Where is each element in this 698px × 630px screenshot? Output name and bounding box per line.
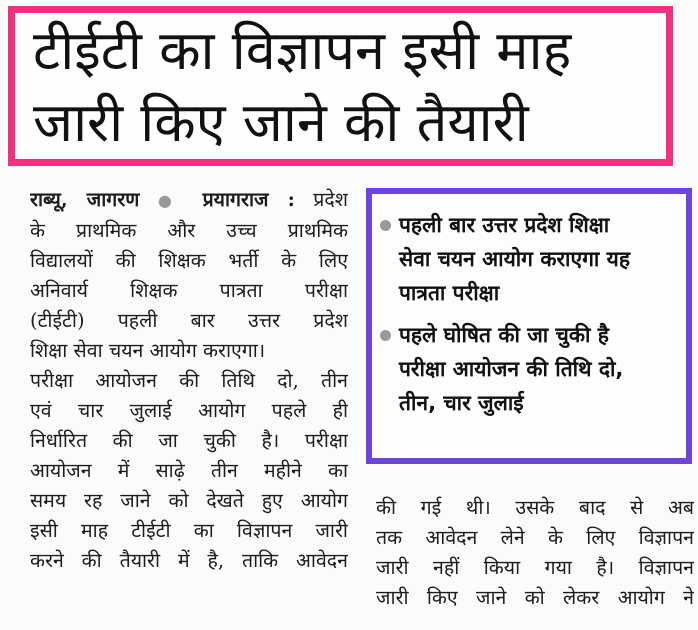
highlight-text xyxy=(399,318,623,420)
article-line: के प्राथमिक और उच्च प्राथमिक xyxy=(30,219,348,242)
bullet-icon xyxy=(380,330,391,341)
article-line: समय रह जाने को देखते हुए आयोग xyxy=(30,489,348,512)
article-line: करने की तैयारी में है, ताकि आवेदन xyxy=(30,549,348,572)
article-line: अनिवार्य शिक्षक पात्रता परीक्षा xyxy=(30,279,348,302)
headline-line-2: जारी किए जाने की तैयारी xyxy=(33,91,529,154)
bullet-icon xyxy=(380,220,391,231)
dateline-place: प्रयागराज : xyxy=(202,188,295,211)
article-right-column xyxy=(376,493,694,613)
article-line: इसी माह टीईटी का विज्ञापन जारी xyxy=(30,519,348,542)
article-left-column xyxy=(30,185,348,576)
highlight-line: परीक्षा आयोजन की तिथि दो, xyxy=(399,357,624,381)
highlight-text xyxy=(399,208,630,310)
highlight-item xyxy=(380,318,680,420)
article-line: जारी किए जाने को लेकर आयोग ने xyxy=(376,586,694,609)
highlight-line: सेवा चयन आयोग कराएगा यह xyxy=(399,247,630,271)
highlight-line: पहले घोषित की जा चुकी है xyxy=(399,323,609,347)
highlight-line: पात्रता परीक्षा xyxy=(399,281,500,305)
article-line: (टीईटी) पहली बार उत्तर प्रदेश xyxy=(30,309,348,332)
dateline xyxy=(30,185,348,216)
highlight-line: पहली बार उत्तर प्रदेश शिक्षा xyxy=(399,213,610,237)
article-line: तक आवेदन लेने के लिए विज्ञापन xyxy=(376,526,694,549)
dateline-separator: ● xyxy=(157,191,185,210)
headline-line-1: टीईटी का विज्ञापन इसी माह xyxy=(33,19,572,82)
highlight-box xyxy=(366,188,692,464)
article-line: आयोजन में साढ़े तीन महीने का xyxy=(30,459,348,482)
article-line: शिक्षा सेवा चयन आयोग कराएगा। xyxy=(30,339,266,362)
article-line: की गई थी। उसके बाद से अब xyxy=(376,496,694,519)
highlight-item xyxy=(380,208,680,310)
dateline-source: राब्यू, जागरण xyxy=(30,188,140,211)
headline-box xyxy=(8,6,673,166)
highlight-line: तीन, चार जुलाई xyxy=(399,391,524,415)
article-line: परीक्षा आयोजन की तिथि दो, तीन xyxy=(30,369,348,392)
article-text-start: प्रदेश xyxy=(313,188,348,211)
article-line: निर्धारित की जा चुकी है। परीक्षा xyxy=(30,429,348,452)
article-line: जारी नहीं किया गया है। विज्ञापन xyxy=(376,556,694,579)
article-line: विद्यालयों की शिक्षक भर्ती के लिए xyxy=(30,249,348,272)
article-line: एवं चार जुलाई आयोग पहले ही xyxy=(30,399,348,422)
